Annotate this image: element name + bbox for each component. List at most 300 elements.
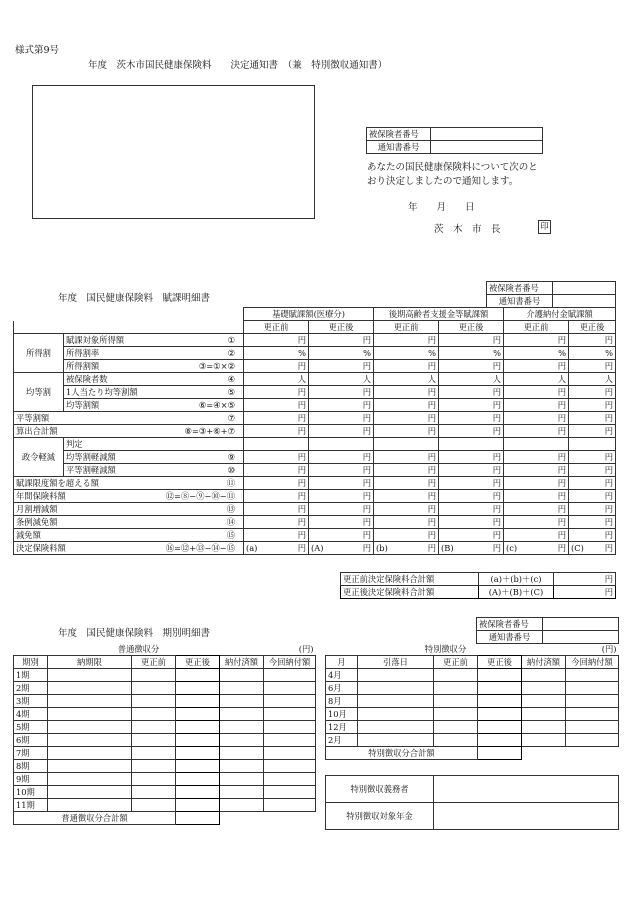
document-title: 年度 茨木市国民健康保険料 決定通知書 （兼 特別徴収通知書） [88, 60, 388, 71]
normal-total-after [176, 812, 220, 825]
amount-cell: 円 [504, 490, 569, 503]
assess-row [14, 529, 616, 542]
amount-cell: 人 [374, 373, 439, 386]
normal-total-label: 普通徴収分合計額 [14, 812, 176, 825]
assess-row [14, 542, 616, 555]
row-formula: ② [227, 347, 235, 358]
amount-cell: 人 [504, 373, 569, 386]
special-cell [478, 695, 522, 708]
amount-cell: 円 [309, 360, 374, 373]
group-header-0: 基礎賦課額(医療分) [244, 308, 374, 321]
normal-cell [48, 760, 132, 773]
normal-header-3: 更正後 [176, 656, 220, 669]
amount-cell: 円 [244, 451, 309, 464]
special-cell [478, 708, 522, 721]
notice-no-label: 通知書番号 [367, 141, 431, 154]
assess-row [14, 347, 616, 360]
special-row [326, 669, 619, 682]
assess-ins-no-label: 被保険者番号 [487, 282, 553, 295]
amount-cell: 円 [569, 529, 616, 542]
normal-cell [132, 747, 176, 760]
normal-cell [176, 747, 220, 760]
assess-row [14, 373, 616, 386]
amount-cell: 円 [569, 464, 616, 477]
month-label: 2月 [326, 734, 358, 747]
special-cell [358, 734, 434, 747]
amount-cell: 円 [504, 503, 569, 516]
header-blank-2 [14, 321, 244, 334]
month-label: 6月 [326, 682, 358, 695]
normal-cell [220, 721, 264, 734]
row-label [64, 438, 244, 451]
amount-cell: 円 [374, 360, 439, 373]
special-info-table [325, 775, 619, 830]
amount-cell: 円 [244, 412, 309, 425]
row-label [64, 386, 244, 399]
unit-label: 円 [557, 542, 567, 553]
row-label-text: 減免額 [16, 529, 41, 540]
seal-mark: 印 [538, 220, 551, 234]
normal-cell [264, 773, 316, 786]
ins-no-value [431, 128, 543, 141]
special-cell [522, 669, 566, 682]
amount-cell [439, 438, 504, 451]
normal-cell [132, 721, 176, 734]
normal-header-0: 期別 [14, 656, 48, 669]
row-label [14, 529, 244, 542]
row-label-text: 判定 [66, 438, 83, 449]
special-cell [358, 721, 434, 734]
amount-cell: 円 [439, 516, 504, 529]
amount-cell: 円 [309, 490, 374, 503]
amount-cell: 円 [374, 529, 439, 542]
month-label: 12月 [326, 721, 358, 734]
tag-label: (c) [506, 542, 518, 553]
tag-label: (a) [246, 542, 258, 553]
special-header-1: 引落日 [358, 656, 434, 669]
special-cell [566, 682, 619, 695]
row-label [64, 451, 244, 464]
amount-cell: 円 [374, 399, 439, 412]
notice-message [367, 161, 538, 189]
assess-row [14, 412, 616, 425]
amount-cell [374, 438, 439, 451]
term-label: 8期 [14, 760, 48, 773]
normal-title: 普通徴収分 [117, 643, 160, 654]
row-formula [235, 439, 241, 450]
normal-cell [220, 682, 264, 695]
tag-label: (b) [376, 542, 388, 553]
normal-row [14, 773, 316, 786]
normal-header-4: 納付済額 [220, 656, 264, 669]
row-label [64, 464, 244, 477]
normal-cell [264, 760, 316, 773]
term-label: 3期 [14, 695, 48, 708]
amount-cell: 円 [244, 399, 309, 412]
group-header-1: 後期高齢者支援金等賦課額 [374, 308, 504, 321]
amount-cell: 円 [309, 529, 374, 542]
special-cell [434, 682, 478, 695]
normal-cell [264, 747, 316, 760]
term-label: 2期 [14, 682, 48, 695]
row-formula: ⑥=④×⑤ [198, 399, 235, 410]
amount-cell: 円 [504, 399, 569, 412]
unit-label: 円 [427, 542, 437, 553]
special-cell [358, 682, 434, 695]
amount-cell: 円 [504, 516, 569, 529]
amount-cell: 円 [569, 451, 616, 464]
normal-cell [132, 734, 176, 747]
special-cell [478, 669, 522, 682]
pension-label: 特別徴収対象年金 [326, 803, 434, 830]
normal-cell [48, 721, 132, 734]
assess-row [14, 464, 616, 477]
amount-cell [374, 542, 439, 555]
assess-row [14, 386, 616, 399]
amount-cell: 円 [244, 516, 309, 529]
special-cell [566, 708, 619, 721]
normal-row [14, 669, 316, 682]
normal-cell [132, 773, 176, 786]
assess-id-table [486, 281, 616, 308]
amount-cell: 円 [374, 451, 439, 464]
row-label-text: 均等割軽減額 [66, 451, 116, 462]
row-formula: ③=①×② [198, 360, 235, 371]
assess-row [14, 438, 616, 451]
assess-row [14, 425, 616, 438]
row-label-text: 所得割率 [66, 347, 100, 358]
row-formula: ⑪ [226, 477, 235, 488]
normal-row [14, 799, 316, 812]
term-label: 1期 [14, 669, 48, 682]
special-cell [478, 682, 522, 695]
amount-cell: 円 [309, 386, 374, 399]
normal-cell [264, 734, 316, 747]
special-header-3: 更正後 [478, 656, 522, 669]
normal-cell [48, 734, 132, 747]
row-label-text: 年間保険料額 [16, 490, 66, 501]
notice-no-value [431, 141, 543, 154]
row-label-text: 被保険者数 [66, 373, 108, 384]
normal-cell [132, 708, 176, 721]
normal-row [14, 682, 316, 695]
amount-cell: 円 [569, 386, 616, 399]
row-formula: ⑨ [227, 451, 235, 462]
row-formula: ⑧=③+⑥+⑦ [184, 425, 235, 436]
normal-cell [220, 695, 264, 708]
amount-cell: % [439, 347, 504, 360]
total-before-formula: (a)＋(b)＋(c) [479, 573, 554, 586]
special-cell [434, 669, 478, 682]
special-cell [434, 721, 478, 734]
normal-cell [264, 708, 316, 721]
amount-cell: 円 [439, 412, 504, 425]
month-label: 10月 [326, 708, 358, 721]
amount-cell: 円 [244, 490, 309, 503]
amount-cell: 円 [504, 425, 569, 438]
row-formula: ① [227, 334, 235, 345]
row-label [14, 412, 244, 425]
form-number: 様式第9号 [15, 45, 60, 56]
normal-cell [176, 669, 220, 682]
special-cell [522, 695, 566, 708]
amount-cell: 円 [439, 334, 504, 347]
amount-cell [569, 542, 616, 555]
normal-cell [176, 721, 220, 734]
row-label [14, 503, 244, 516]
assess-notice-no-value [553, 295, 616, 308]
assess-row [14, 399, 616, 412]
amount-cell: 円 [309, 334, 374, 347]
unit-label: 円 [297, 542, 306, 553]
row-formula: ⑦ [227, 412, 235, 423]
amount-cell: % [569, 347, 616, 360]
obligor-label: 特別徴収義務者 [326, 776, 434, 803]
periods-ins-no-label: 被保険者番号 [477, 618, 543, 631]
special-row [326, 708, 619, 721]
total-before-value: 円 [554, 573, 616, 586]
special-cell [478, 734, 522, 747]
term-label: 6期 [14, 734, 48, 747]
notice-id-table [366, 127, 543, 154]
amount-cell: 人 [309, 373, 374, 386]
special-cell [434, 708, 478, 721]
normal-row [14, 721, 316, 734]
row-label-text: 所得割額 [66, 360, 100, 371]
normal-cell [264, 695, 316, 708]
amount-cell: 円 [309, 425, 374, 438]
special-title: 特別徴収分 [424, 643, 467, 654]
tag-label: (C) [571, 542, 584, 553]
special-collection-table [325, 643, 619, 760]
normal-cell [220, 760, 264, 773]
row-formula: ⑬ [226, 503, 235, 514]
assess-row [14, 451, 616, 464]
special-cell [434, 734, 478, 747]
amount-cell: 円 [439, 529, 504, 542]
normal-cell [176, 708, 220, 721]
special-cell [566, 669, 619, 682]
tag-label: (A) [311, 542, 324, 553]
unit-label: 円 [492, 542, 502, 553]
normal-cell [132, 786, 176, 799]
special-header-2: 更正前 [434, 656, 478, 669]
normal-cell [132, 695, 176, 708]
after-header: 更正後 [569, 321, 616, 334]
assessment-table [13, 307, 616, 555]
amount-cell: % [309, 347, 374, 360]
assess-notice-no-label: 通知書番号 [487, 295, 553, 308]
amount-cell: 円 [504, 412, 569, 425]
normal-cell [220, 799, 264, 812]
row-label [64, 334, 244, 347]
normal-cell [176, 799, 220, 812]
special-cell [522, 708, 566, 721]
assess-row [14, 503, 616, 516]
normal-row [14, 695, 316, 708]
normal-header-5: 今回納付額 [264, 656, 316, 669]
assess-row [14, 334, 616, 347]
row-label-text: 平等割額 [16, 412, 50, 423]
normal-cell [220, 773, 264, 786]
normal-cell [176, 695, 220, 708]
row-label [64, 360, 244, 373]
amount-cell: 人 [569, 373, 616, 386]
normal-total-blank [220, 812, 316, 825]
amount-cell: 円 [439, 490, 504, 503]
term-label: 9期 [14, 773, 48, 786]
special-total-blank [522, 747, 619, 760]
normal-header-2: 更正前 [132, 656, 176, 669]
normal-cell [176, 773, 220, 786]
special-header-0: 月 [326, 656, 358, 669]
amount-cell: % [374, 347, 439, 360]
amount-cell: 円 [439, 386, 504, 399]
amount-cell: 円 [569, 425, 616, 438]
amount-cell: 円 [504, 464, 569, 477]
normal-cell [264, 721, 316, 734]
special-cell [566, 734, 619, 747]
assess-row [14, 477, 616, 490]
total-after-formula: (A)＋(B)＋(C) [479, 586, 554, 599]
row-formula: ⑩ [227, 464, 235, 475]
month-label: 4月 [326, 669, 358, 682]
row-formula: ⑮ [226, 529, 235, 540]
assess-row [14, 490, 616, 503]
amount-cell: 円 [309, 477, 374, 490]
amount-cell: 円 [504, 477, 569, 490]
normal-cell [220, 747, 264, 760]
amount-cell: 円 [244, 360, 309, 373]
amount-cell [504, 438, 569, 451]
normal-cell [220, 734, 264, 747]
row-label [14, 490, 244, 503]
ins-no-label: 被保険者番号 [367, 128, 431, 141]
after-header: 更正後 [439, 321, 504, 334]
amount-cell: 円 [439, 451, 504, 464]
normal-cell [132, 760, 176, 773]
normal-cell [132, 799, 176, 812]
amount-cell: % [504, 347, 569, 360]
row-label-text: 賦課対象所得額 [66, 334, 125, 345]
pension-value [434, 803, 619, 830]
normal-cell [48, 786, 132, 799]
amount-cell: 円 [374, 503, 439, 516]
amount-cell: 円 [439, 425, 504, 438]
normal-cell [48, 669, 132, 682]
row-label [64, 373, 244, 386]
before-header: 更正前 [244, 321, 309, 334]
obligor-value [434, 776, 619, 803]
row-label-text: 算出合計額 [16, 425, 58, 436]
amount-cell: 円 [374, 386, 439, 399]
normal-row [14, 760, 316, 773]
amount-cell: 円 [309, 516, 374, 529]
amount-cell: 円 [374, 477, 439, 490]
amount-cell: 円 [569, 334, 616, 347]
amount-cell: 円 [374, 516, 439, 529]
amount-cell: 円 [569, 399, 616, 412]
normal-cell [220, 786, 264, 799]
normal-cell [264, 682, 316, 695]
amount-cell: 円 [439, 464, 504, 477]
unit-label: 円 [362, 542, 372, 553]
special-cell [434, 695, 478, 708]
special-row [326, 734, 619, 747]
assess-ins-no-value [553, 282, 616, 295]
special-cell [358, 708, 434, 721]
special-cell [358, 695, 434, 708]
total-before-label: 更正前決定保険料合計額 [341, 573, 479, 586]
normal-cell [220, 708, 264, 721]
row-label-text: 1人当たり均等割額 [66, 386, 138, 397]
term-label: 10期 [14, 786, 48, 799]
special-row [326, 721, 619, 734]
normal-cell [220, 669, 264, 682]
mayor-name: 茨 木 市 長 [434, 224, 501, 235]
special-header-5: 今回納付額 [566, 656, 619, 669]
special-cell [478, 721, 522, 734]
term-label: 5期 [14, 721, 48, 734]
amount-cell: 人 [439, 373, 504, 386]
address-window [32, 85, 315, 219]
amount-cell: 円 [374, 425, 439, 438]
term-label: 4期 [14, 708, 48, 721]
special-cell [522, 734, 566, 747]
special-cell [566, 721, 619, 734]
special-row [326, 695, 619, 708]
row-label [14, 477, 244, 490]
normal-cell [48, 773, 132, 786]
amount-cell: 円 [569, 412, 616, 425]
normal-cell [264, 669, 316, 682]
special-total-after [478, 747, 522, 760]
amount-cell: 円 [244, 477, 309, 490]
header-blank [14, 308, 244, 321]
amount-cell: 円 [569, 490, 616, 503]
amount-cell: 円 [439, 503, 504, 516]
normal-row [14, 734, 316, 747]
after-header: 更正後 [309, 321, 374, 334]
term-label: 11期 [14, 799, 48, 812]
periods-id-table [476, 617, 619, 644]
total-table [340, 572, 616, 599]
special-yen: (円) [601, 643, 617, 654]
row-label-text: 条例減免額 [16, 516, 58, 527]
amount-cell: 円 [244, 386, 309, 399]
before-header: 更正前 [374, 321, 439, 334]
special-cell [522, 682, 566, 695]
cat-shotoku: 所得割 [14, 334, 64, 373]
normal-yen: (円) [298, 643, 314, 654]
normal-cell [176, 682, 220, 695]
row-label-text: 月割増減額 [16, 503, 58, 514]
amount-cell: 円 [309, 503, 374, 516]
amount-cell: 円 [244, 529, 309, 542]
message-line-2: おり決定しましたので通知します。 [367, 176, 519, 187]
assess-row [14, 360, 616, 373]
amount-cell: 円 [569, 516, 616, 529]
normal-cell [132, 669, 176, 682]
normal-cell [48, 799, 132, 812]
row-formula: ⑤ [227, 386, 235, 397]
row-label [64, 347, 244, 360]
amount-cell: 円 [504, 529, 569, 542]
special-row [326, 682, 619, 695]
amount-cell: 円 [309, 399, 374, 412]
normal-collection-table [13, 643, 316, 825]
row-label-text: 平等割軽減額 [66, 464, 116, 475]
